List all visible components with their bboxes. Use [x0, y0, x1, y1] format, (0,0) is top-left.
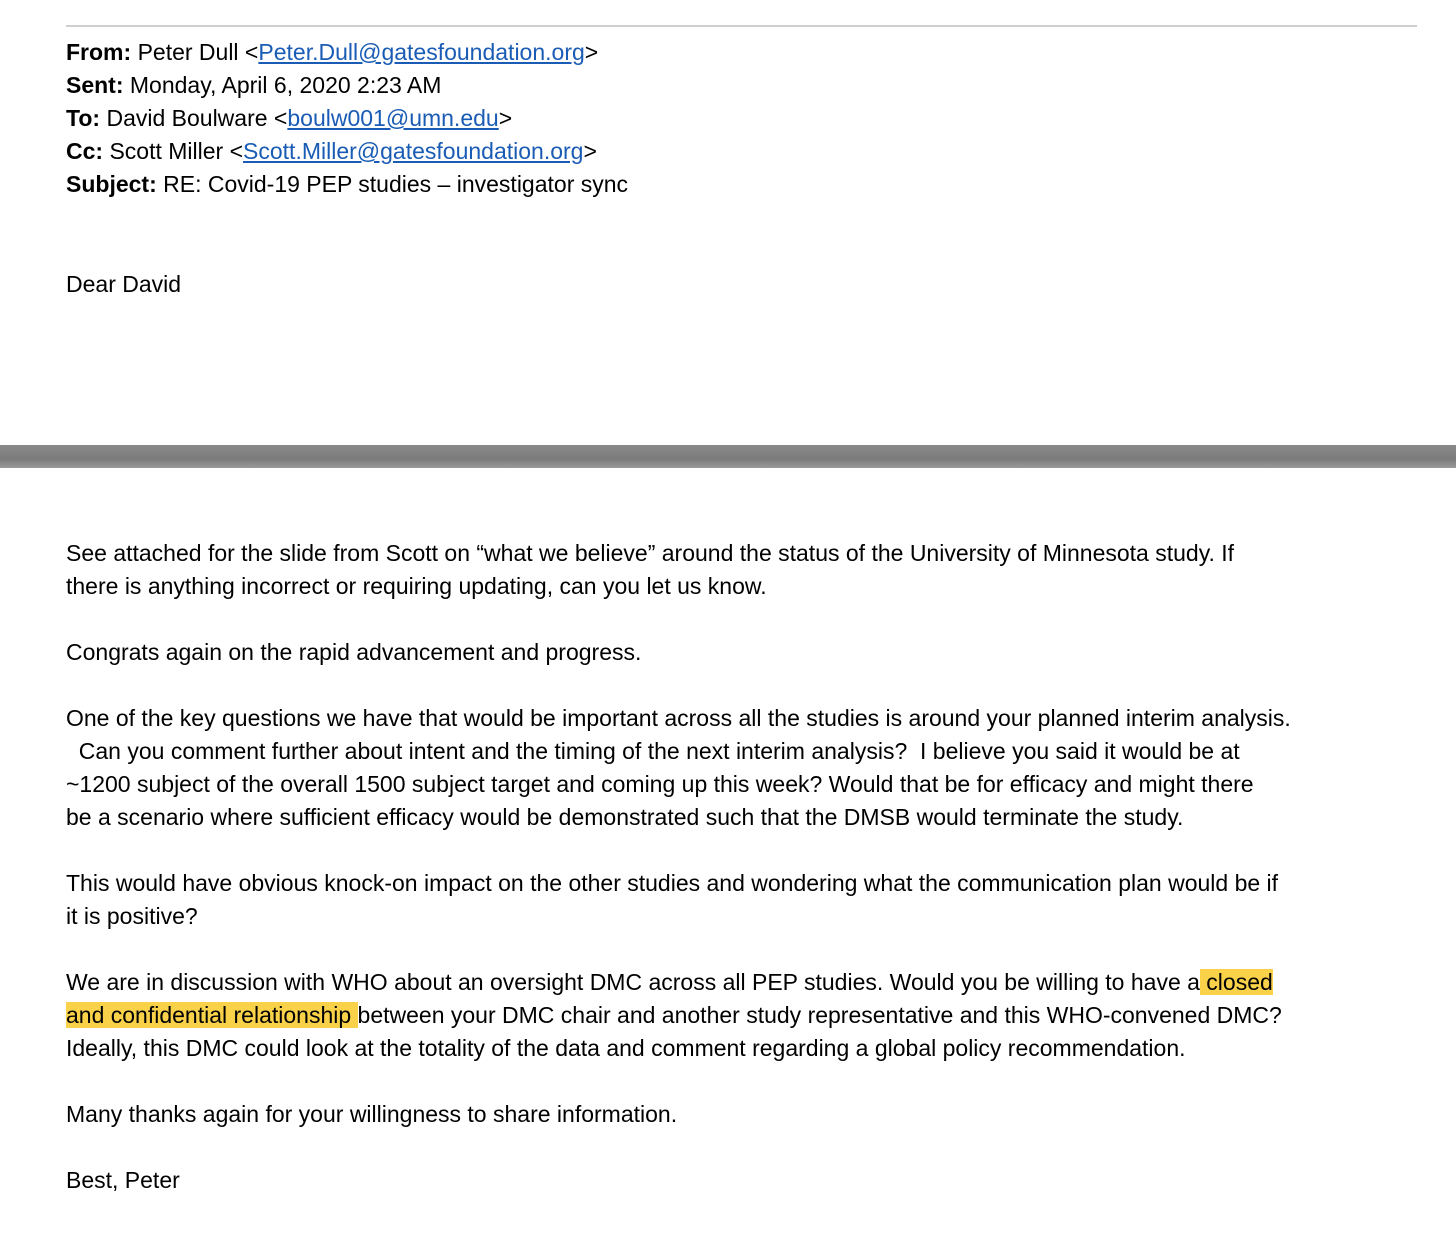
body-line: there is anything incorrect or requiring updating, can you let us know.: [66, 573, 767, 599]
cc-header: Cc: Scott Miller <Scott.Miller@gatesfoundation.org>: [66, 138, 597, 164]
from-email-link[interactable]: Peter.Dull@gatesfoundation.org: [258, 39, 585, 65]
subject-label: Subject:: [66, 171, 157, 197]
body-paragraph-5: [66, 966, 1436, 1065]
from-name: Peter Dull: [137, 39, 239, 65]
email-body: [66, 537, 1436, 1230]
body-paragraph-2: [66, 636, 1436, 669]
body-line: This would have obvious knock-on impact on the other studies and wondering what the communication plan would be if: [66, 870, 1279, 896]
sent-value: Monday, April 6, 2020 2:23 AM: [129, 72, 442, 98]
from-label: From:: [66, 39, 132, 65]
body-line: Many thanks again for your willingness to share information.: [66, 1101, 678, 1127]
to-email-link[interactable]: boulw001@umn.edu: [287, 105, 499, 131]
body-paragraph-4: [66, 867, 1436, 933]
body-line: between your DMC chair and another study representative and this WHO-convened DMC?: [357, 1002, 1282, 1028]
header-rule: [66, 25, 1417, 27]
salutation: Dear David: [66, 271, 182, 297]
body-line: ~1200 subject of the overall 1500 subject target and coming up this week? Would that be for efficacy and might there: [66, 771, 1254, 797]
body-line: be a scenario where sufficient efficacy would be demonstrated such that the DMSB would terminate the study.: [66, 804, 1184, 830]
email-headers: [66, 36, 1426, 201]
email-page-top: [0, 0, 1456, 446]
cc-label: Cc:: [66, 138, 104, 164]
highlighted-text: closed: [1199, 969, 1273, 995]
body-line: One of the key questions we have that would be important across all the studies is around your planned interim analysis.: [66, 705, 1291, 731]
body-line: Can you comment further about intent and the timing of the next interim analysis? I believe you said it would be at: [66, 738, 1240, 764]
signoff: [66, 1164, 1436, 1197]
from-header: From: Peter Dull <Peter.Dull@gatesfoundation.org>: [66, 39, 599, 65]
cc-email-link[interactable]: Scott.Miller@gatesfoundation.org: [243, 138, 584, 164]
body-line: Ideally, this DMC could look at the totality of the data and comment regarding a global policy recommendation.: [66, 1035, 1186, 1061]
to-header: To: David Boulware <boulw001@umn.edu>: [66, 105, 513, 131]
body-paragraph-6: [66, 1098, 1436, 1131]
body-line: See attached for the slide from Scott on “what we believe” around the status of the University of Minnesota study. If: [66, 540, 1235, 566]
body-line: We are in discussion with WHO about an oversight DMC across all PEP studies. Would you be willing to have a: [66, 969, 1200, 995]
body-line: it is positive?: [66, 903, 198, 929]
body-paragraph-3: [66, 702, 1436, 834]
to-name: David Boulware: [106, 105, 268, 131]
sent-header: [66, 69, 1426, 102]
body-paragraph-1: [66, 537, 1436, 603]
subject-header: [66, 168, 1426, 201]
body-line: Congrats again on the rapid advancement and progress.: [66, 639, 642, 665]
cc-name: Scott Miller: [109, 138, 224, 164]
highlighted-text: and confidential relationship: [66, 1002, 358, 1028]
signoff-text: Best, Peter: [66, 1167, 180, 1193]
page-break-separator: [0, 445, 1456, 468]
sent-label: Sent:: [66, 72, 124, 98]
subject-value: RE: Covid-19 PEP studies – investigator sync: [163, 171, 629, 197]
to-label: To:: [66, 105, 101, 131]
